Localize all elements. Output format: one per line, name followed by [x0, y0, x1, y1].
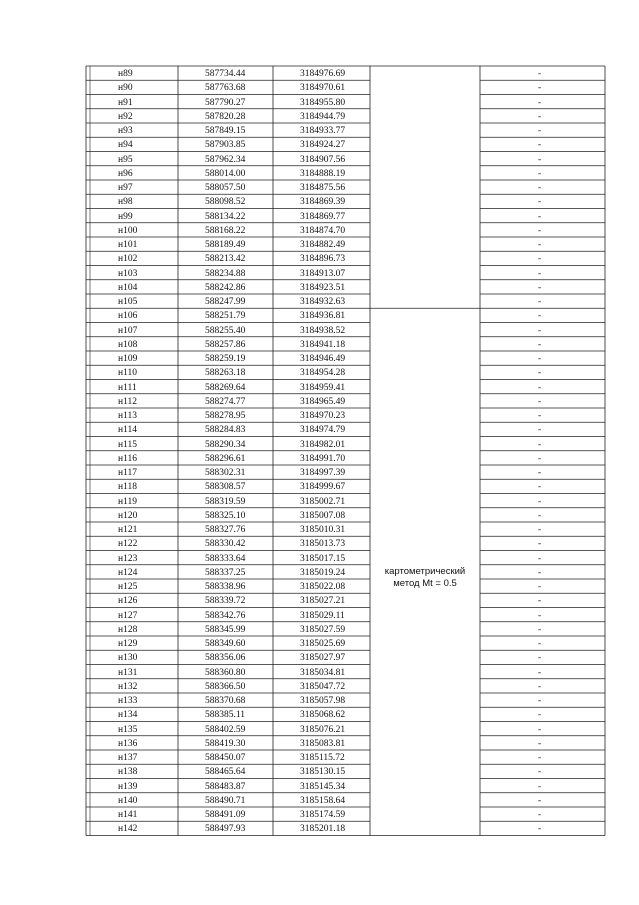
coord-y: 3184959.41	[300, 382, 346, 393]
coord-y: 3184875.56	[300, 183, 346, 193]
error-value: -	[538, 610, 542, 621]
coord-x: 588189.49	[205, 240, 246, 250]
method-note	[372, 566, 478, 590]
coord-x: 588483.87	[205, 781, 246, 792]
error-value: -	[538, 254, 542, 265]
coord-x: 588296.61	[205, 453, 246, 464]
error-value: -	[538, 482, 542, 493]
error-value: -	[538, 240, 542, 250]
error-value: -	[538, 624, 542, 635]
coord-y: 3184982.01	[300, 439, 346, 450]
coord-x: 588385.11	[205, 710, 246, 721]
error-value: -	[538, 767, 542, 778]
coord-x: 588302.31	[205, 468, 246, 478]
coord-y: 3185019.24	[300, 567, 346, 578]
coord-x: 588251.79	[205, 311, 246, 322]
error-value: -	[538, 97, 542, 108]
coord-y: 3184869.77	[300, 211, 346, 222]
error-value: -	[538, 738, 542, 749]
error-value: -	[538, 211, 542, 222]
error-value: -	[538, 496, 542, 507]
coord-y: 3184896.73	[300, 254, 346, 265]
coord-y: 3185027.59	[300, 624, 346, 635]
error-value: -	[538, 596, 542, 607]
error-value: -	[538, 582, 542, 592]
error-value: -	[538, 795, 542, 806]
coord-y: 3184941.18	[300, 339, 346, 350]
error-value: -	[538, 354, 542, 364]
coord-y: 3184954.28	[300, 368, 346, 379]
coord-y: 3185130.15	[300, 767, 346, 778]
error-value: -	[538, 411, 542, 421]
coord-x: 588339.72	[205, 596, 246, 607]
coord-x: 588263.18	[205, 368, 246, 379]
error-value: -	[538, 126, 542, 136]
coord-x: 588497.93	[205, 824, 246, 835]
coord-x: 588325.10	[205, 510, 246, 521]
coord-y: 3184882.49	[300, 240, 346, 250]
error-value: -	[538, 268, 542, 279]
error-value: -	[538, 311, 542, 322]
coord-y: 3185025.69	[300, 639, 346, 649]
error-value: -	[538, 453, 542, 464]
coord-x: 588366.50	[205, 681, 246, 692]
coord-x: 588337.25	[205, 567, 246, 578]
coord-x: 587763.68	[205, 83, 246, 94]
error-value: -	[538, 154, 542, 165]
coord-x: 588234.88	[205, 268, 246, 279]
coord-y: 3184913.07	[300, 268, 346, 279]
coord-x: 588247.99	[205, 297, 246, 307]
coord-x: 588308.57	[205, 482, 246, 493]
coord-y: 3184970.23	[300, 411, 346, 421]
coord-x: 588356.06	[205, 653, 246, 664]
coord-y: 3185076.21	[300, 724, 346, 735]
coord-y: 3184991.70	[300, 453, 346, 464]
error-value: -	[538, 439, 542, 450]
error-value: -	[538, 553, 542, 564]
coord-x: 588278.95	[205, 411, 246, 421]
coord-x: 588098.52	[205, 197, 246, 208]
coord-x: 588330.42	[205, 539, 246, 550]
coord-y: 3184907.56	[300, 154, 346, 165]
error-value: -	[538, 781, 542, 792]
coord-y: 3184997.39	[300, 468, 346, 478]
error-value: -	[538, 468, 542, 478]
coord-y: 3185010.31	[300, 525, 346, 535]
coord-y: 3185083.81	[300, 738, 346, 749]
coord-x: 588168.22	[205, 225, 246, 236]
error-value: -	[538, 425, 542, 436]
document-page: н89 587734.44 3184976.69 - н90 587763.68 3184970.61 - н91 587790.27 3184955.80 - н92 587820.28 3184944.79 - н93 587849.15 3184933.77 - н94 587903.85 3184924.27 - н95 587962.34 3184907.56 - н96 588014.00 3184888.19 - н97 588057.50 3184875.56 - н98 588098.52 3184869.39 - н99 588134.22 3184869.77 - н100 588168.22 3184874.70 - н101 588189.49 3184882.49 - н102 588213.42 3184896.73 - н103 588234.88 3184913.07 - н104 588242.86 3184923.51 - н105 588247.99 3184932.63 - н106 588251.79 3184936.81 - н107 588255.40 3184938.52 - н108 588257.86 3184941.18 - н109 588259.19 3184946.49 - н110 588263.18 3184954.28 - н111 588269.64 3184959.41 - н112 588274.77 3184965.49 - н113 588278.95 3184970.23 - н114 588284.83 3184974.79 - н115 588290.34 3184982.01 - н116 588296.61 3184991.70 - н117 588302.31 3184997.39 - н118 588308.57 3184999.67 - н119 588319.59 3185002.71 - н120 588325.10 3185007.08 - н121 588327.76 3185010.31 - н122 588330.42 3185013.73 - н123 588333.64 3185017.15 - н124 588337.25 3185019.24 - н125 588338.96 3185022.08 - н126 588339.72 3185027.21 - н127 588342.76 3185029.11 - н128 588345.99 3185027.59 - н129 588349.60 3185025.69 - н130 588356.06 3185027.97 - н131 588360.80 3185034.81 - н132 588366.50 3185047.72 - н133 588370.68 3185057.98 - н134 588385.11 3185068.62 - н135 588402.59 3185076.21 - н136 588419.30 3185083.81 - н137 588450.07 3185115.72 - н138 588465.64 3185130.15 - н139 588483.87 3185145.34 - н140 588490.71 3185158.64 - н141 588491.09 3185174.59 - н142 588497.93 3185201.18 - картометрический метод Mt = 0.5	[0, 0, 639, 905]
coord-y: 3185027.21	[300, 596, 346, 607]
coord-y: 3184946.49	[300, 354, 346, 364]
coord-y: 3185029.11	[300, 610, 345, 621]
error-value: -	[538, 396, 542, 407]
coord-x: 588257.86	[205, 339, 246, 350]
coord-x: 587849.15	[205, 126, 246, 136]
error-value: -	[538, 681, 542, 692]
coord-y: 3185174.59	[300, 810, 346, 820]
coord-y: 3185034.81	[300, 667, 346, 678]
coord-x: 588274.77	[205, 396, 246, 407]
coord-y: 3184924.27	[300, 140, 346, 151]
error-value: -	[538, 282, 542, 293]
error-value: -	[538, 753, 542, 763]
coord-x: 588259.19	[205, 354, 246, 364]
coord-x: 588269.64	[205, 382, 246, 393]
coord-x: 588349.60	[205, 639, 246, 649]
error-value: -	[538, 696, 542, 706]
coord-y: 3184974.79	[300, 425, 346, 436]
coord-y: 3184888.19	[300, 168, 346, 179]
error-value: -	[538, 168, 542, 179]
coord-y: 3184874.70	[300, 225, 346, 236]
coord-y: 3185007.08	[300, 510, 346, 521]
error-value: -	[538, 510, 542, 521]
coord-x: 588360.80	[205, 667, 246, 678]
coord-x: 588402.59	[205, 724, 246, 735]
coord-y: 3185145.34	[300, 781, 346, 792]
error-value: -	[538, 567, 542, 578]
error-value: -	[538, 297, 542, 307]
coord-x: 588327.76	[205, 525, 246, 535]
coord-y: 3184976.69	[300, 69, 346, 79]
coord-x: 587820.28	[205, 111, 246, 122]
coord-x: 587903.85	[205, 140, 246, 151]
error-value: -	[538, 667, 542, 678]
coord-x: 588290.34	[205, 439, 246, 450]
error-value: -	[538, 197, 542, 208]
coord-y: 3185022.08	[300, 582, 346, 592]
coord-y: 3184944.79	[300, 111, 346, 122]
error-value: -	[538, 724, 542, 735]
coord-x: 587734.44	[205, 69, 246, 79]
error-value: -	[538, 325, 542, 336]
error-value: -	[538, 225, 542, 236]
coord-x: 588213.42	[205, 254, 246, 265]
coord-y: 3185057.98	[300, 696, 346, 706]
coord-x: 587790.27	[205, 97, 246, 108]
coord-x: 588465.64	[205, 767, 246, 778]
error-value: -	[538, 140, 542, 151]
coord-y: 3184955.80	[300, 97, 346, 108]
error-value: -	[538, 810, 542, 820]
error-value: -	[538, 710, 542, 721]
coord-y: 3184938.52	[300, 325, 346, 336]
coord-y: 3185027.97	[300, 653, 346, 664]
coord-x: 588014.00	[205, 168, 246, 179]
coord-x: 588134.22	[205, 211, 246, 222]
error-value: -	[538, 525, 542, 535]
coord-y: 3184933.77	[300, 126, 346, 136]
coord-y: 3185115.72	[300, 753, 345, 763]
error-value: -	[538, 111, 542, 122]
method-note-line-2: метод Mt = 0.5	[393, 578, 457, 589]
coord-x: 587962.34	[205, 154, 246, 165]
coord-y: 3184936.81	[300, 311, 346, 322]
coord-x: 588333.64	[205, 553, 246, 564]
coord-x: 588319.59	[205, 496, 246, 507]
coord-y: 3185017.15	[300, 553, 346, 564]
coord-y: 3184869.39	[300, 197, 346, 208]
coord-y: 3184965.49	[300, 396, 346, 407]
error-value: -	[538, 653, 542, 664]
coord-y: 3185013.73	[300, 539, 346, 550]
error-value: -	[538, 368, 542, 379]
coord-x: 588342.76	[205, 610, 246, 621]
error-value: -	[538, 639, 542, 649]
error-value: -	[538, 539, 542, 550]
coord-y: 3185158.64	[300, 795, 346, 806]
coord-y: 3184932.63	[300, 297, 346, 307]
error-value: -	[538, 183, 542, 193]
coord-x: 588370.68	[205, 696, 246, 706]
error-value: -	[538, 824, 542, 835]
coord-x: 588450.07	[205, 753, 246, 763]
coord-y: 3185047.72	[300, 681, 346, 692]
coord-x: 588490.71	[205, 795, 246, 806]
error-value: -	[538, 339, 542, 350]
coord-y: 3185068.62	[300, 710, 346, 721]
error-value: -	[538, 69, 542, 79]
method-note-line-1: картометрический	[384, 566, 466, 577]
coord-x: 588255.40	[205, 325, 246, 336]
coord-x: 588242.86	[205, 282, 246, 293]
error-value: -	[538, 83, 542, 94]
coord-y: 3184923.51	[300, 282, 346, 293]
coord-y: 3185002.71	[300, 496, 346, 507]
coord-y: 3184970.61	[300, 83, 346, 94]
coord-x: 588057.50	[205, 183, 246, 193]
coord-x: 588284.83	[205, 425, 246, 436]
coord-x: 588345.99	[205, 624, 246, 635]
coord-y: 3185201.18	[300, 824, 346, 835]
error-value: -	[538, 382, 542, 393]
coord-y: 3184999.67	[300, 482, 346, 493]
coord-x: 588491.09	[205, 810, 246, 820]
coord-x: 588338.96	[205, 582, 246, 592]
coord-x: 588419.30	[205, 738, 246, 749]
